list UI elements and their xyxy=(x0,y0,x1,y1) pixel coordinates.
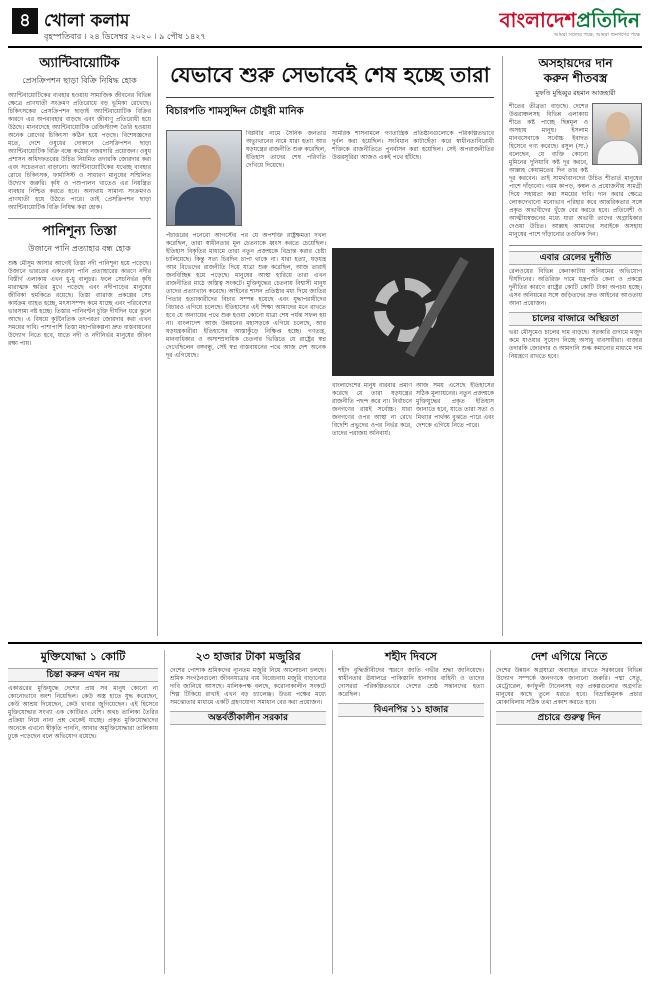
bottom-subhead-3: বিএনপির ১১ হাজার xyxy=(338,703,484,717)
right-column xyxy=(502,56,642,636)
bottom-headline-2: ২৩ হাজার টাকা মজুরির xyxy=(195,650,301,663)
bottom-section xyxy=(8,642,642,978)
bottom-body-2: দেশের পোশাক শ্রমিকদের ন্যূনতম মজুরি নিয়ে আলোচনা চলছে। শ্রমিক সংগঠনগুলো জীবনযাত্রার ব্যয় বিবেচনায় মজুরি বাড়ানোর দাবি জানিয়ে আসছে। মালিকপক্ষ বলছে, করোনাকালীন সংকটে শিল্প টিকিয়ে রাখাই এখন বড় চ্যালেঞ্জ। উভয় পক্ষের মধ্যে সমঝোতার মাধ্যমে একটি গ্রহণযোগ্য সমাধান বের করা প্রয়োজন। xyxy=(170,667,326,706)
lead-article xyxy=(166,56,494,636)
lead-illustration xyxy=(332,248,494,376)
columnist-photo xyxy=(592,103,642,165)
masthead xyxy=(8,4,642,48)
bottom-body-1: একাত্তরের মুক্তিযুদ্ধে দেশের প্রায় সব মানুষ কোনো না কোনোভাবে অংশ নিয়েছিল। কেউ অস্ত্র হাতে যুদ্ধ করেছেন, কেউ আশ্রয় দিয়েছেন, কেউ খাবার জুগিয়েছেন। এই হিসেবে মুক্তিযোদ্ধার সংখ্যা এক কোটিরও বেশি। অথচ তালিকা তৈরির প্রক্রিয়া নিয়ে নানা প্রশ্ন থেকেই যাচ্ছে। প্রকৃত মুক্তিযোদ্ধাদের অনেকে এখনো স্বীকৃতি পাননি, আবার অমুক্তিযোদ্ধারা তালিকায় ঢুকে পড়েছেন বলে অভিযোগ রয়েছে। xyxy=(8,685,158,740)
right-body-rice: ভরা মৌসুমেও চালের দাম বাড়ছে। সরকারি গুদামে মজুদ কমে যাওয়ার সুযোগ নিচ্ছে অসাধু ব্যবসায়ীরা। বাজার তদারকি জোরদার ও আমদানি শুল্ক কমানোর মাধ্যমে দাম নিয়ন্ত্রণে রাখতে হবে। xyxy=(509,329,642,360)
lead-body-col2: সামরিক শাসনামলে গণতান্ত্রিক প্রতিষ্ঠানগুলোকে পরিকল্পিতভাবে দুর্বল করা হয়েছিল। সংবিধান কাটাছেঁড়া করে স্বাধীনতাবিরোধী শক্তিকে রাজনীতিতে পুনর্বাসন করা হয়েছিল। সেই অপরাজনীতির উত্তরসূরিরা আজও একই পথে হাঁটছে। xyxy=(332,130,494,161)
lead-body-col1b: পঁচাত্তরের পনেরো আগস্টের পর যে অপশক্তি রাষ্ট্রক্ষমতা দখল করেছিল, তারা স্বাধীনতার মূল চেতনাকে ধ্বংস করতে চেয়েছিল। ইতিহাস বিকৃতির মাধ্যমে তারা নতুন প্রজন্মকে বিভ্রান্ত করার চেষ্টা চালিয়েছে। কিন্তু সত্য চিরদিন চাপা থাকে না। যারা হত্যা, ষড়যন্ত্র আর বিভেদের রাজনীতি দিয়ে যাত্রা শুরু করেছিল, আজ তারাই জনবিচ্ছিন্ন হয়ে পড়েছে। মানুষের আস্থা হারিয়ে তারা এখন রাজনীতির মাঠে অস্তিত্ব সংকটে। মুক্তিযুদ্ধের চেতনায় বিশ্বাসী মানুষ তাদের প্রত্যাখ্যান করেছে। আইনের শাসন প্রতিষ্ঠার মধ্য দিয়ে জাতির পিতার হত্যাকারীদের বিচার সম্পন্ন হয়েছে এবং যুদ্ধাপরাধীদের বিচারও এগিয়ে চলেছে। ইতিহাসের এই শিক্ষা আমাদের মনে রাখতে হবে যে অন্যায়ের পথে শুরু হওয়া কোনো যাত্রা শেষ পর্যন্ত সফল হয় না। বাংলাদেশ আজ উন্নয়নের মহাসড়কে এগিয়ে চলেছে, আর ষড়যন্ত্রকারীরা ইতিহাসের আস্তাকুঁড়ে নিক্ষিপ্ত হচ্ছে। গণতন্ত্র, মানবাধিকার ও অসাম্প্রদায়িক চেতনার ভিত্তিতে যে রাষ্ট্রের স্বপ্ন দেখেছিলেন বঙ্গবন্ধু, সেই স্বপ্ন বাস্তবায়নের পথে আজ দেশ অনেক দূর এগিয়েছে। xyxy=(166,232,326,359)
brand-logo xyxy=(480,8,640,32)
brand-logo-part2: প্রতিদিন xyxy=(576,8,640,32)
bottom-headline-1: মুক্তিযোদ্ধা ১ কোটি xyxy=(40,650,126,663)
page-number: ৪ xyxy=(12,8,38,34)
lead-author: বিচারপতি শামসুদ্দিন চৌধুরী মানিক xyxy=(166,106,304,117)
section-title: খোলা কলাম xyxy=(44,11,130,31)
divider xyxy=(164,650,165,974)
editorial-subtitle-teesta: উজানে পানি প্রত্যাহার বন্ধ হোক xyxy=(28,244,131,253)
editorial-body-teesta: শুষ্ক মৌসুম আসার আগেই তিস্তা নদী পানিশূন্য হয়ে পড়েছে। উজানে ভারতের একতরফা পানি প্রত্যাহারের কারণে নদীর বিস্তীর্ণ এলাকায় এখন ধু-ধু বালুচর। ফলে সেচনির্ভর কৃষি মারাত্মক ক্ষতির মুখে পড়েছে এবং নদীপাড়ের মানুষের জীবিকা হুমকিতে রয়েছে। তিস্তা ব্যারাজ প্রকল্পের সেচ কার্যক্রম ব্যাহত হচ্ছে, মৎস্যসম্পদ কমে যাচ্ছে এবং পরিবেশের ভারসাম্য নষ্ট হচ্ছে। তিস্তার পানিবণ্টন চুক্তি দীর্ঘদিন ধরে ঝুলে আছে। এ বিষয়ে কূটনৈতিক তৎপরতা জোরদার করা এখন সময়ের দাবি। পাশাপাশি তিস্তা মহাপরিকল্পনা দ্রুত বাস্তবায়নের উদ্যোগ নিতে হবে, যাতে নদী ও নদীনির্ভর মানুষের জীবন রক্ষা পায়। xyxy=(8,260,151,347)
newspaper-brand xyxy=(480,8,640,40)
columnist-photo-head xyxy=(606,112,630,140)
bottom-subhead-1: চিন্তা করুন এখন নয় xyxy=(8,668,158,682)
bottom-column-2 xyxy=(170,650,326,974)
bottom-body-4: দেশের উন্নয়ন অগ্রযাত্রা অব্যাহত রাখতে সরকারের বিভিন্ন উদ্যোগ সম্পর্কে জনগণকে জানানো জরুরি। পদ্মা সেতু, মেট্রোরেল, কর্ণফুলী টানেলসহ বড় প্রকল্পগুলোর অগ্রগতি মানুষের কাছে তুলে ধরতে হবে। বিভ্রান্তিমূলক প্রচার মোকাবিলায় সঠিক তথ্য প্রকাশ করতে হবে। xyxy=(496,667,642,706)
editorial-body-antibiotic: অ্যান্টিবায়োটিকের ব্যবহার হওয়ায় সামাজিক জীবনের বিভিন্ন ক্ষেত্রে প্রাণঘাতী সংক্রমণ প্রতিরোধে বড় ভূমিকা রেখেছে। চিকিৎসকের প্রেসক্রিপশন ছাড়াই অ্যান্টিবায়োটিক বিক্রির কারণে এর অপব্যবহার বাড়ছে এবং জীবাণু প্রতিরোধী হয়ে উঠছে। মানবদেহে অ্যান্টিবায়োটিক রেজিস্ট্যান্স তৈরি হওয়ায় অনেক রোগের চিকিৎসা কঠিন হয়ে পড়ছে। বিশেষজ্ঞদের মতে, দেশে ওষুধের দোকানে প্রেসক্রিপশন ছাড়া অ্যান্টিবায়োটিক বিক্রি বন্ধে কঠোর নজরদারি প্রয়োজন। ওষুধ প্রশাসন অধিদফতরের উচিত নিয়মিত তদারকি জোরদার করা এবং সচেতনতা বাড়ানো। অ্যান্টিবায়োটিকের যথেচ্ছ ব্যবহার রোধে চিকিৎসক, ফার্মাসিস্ট ও সাধারণ মানুষের সম্মিলিত উদ্যোগ জরুরি। কৃষি ও পশুপালন খাতেও এর নিয়ন্ত্রিত ব্যবহার নিশ্চিত করতে হবে। অন্যথায় সামান্য সংক্রমণও প্রাণঘাতী হয়ে উঠতে পারে। তাই প্রেসক্রিপশন ছাড়া অ্যান্টিবায়োটিক বিক্রি নিষিদ্ধ করা হোক। xyxy=(8,92,151,211)
bottom-column-3 xyxy=(338,650,484,974)
brand-logo-part1: বাংলাদেশ xyxy=(499,8,577,32)
lead-body-col1: বিপ্লবীর নামে সৈনিক জনতার অভ্যুত্থানের নামে যারা হত্যা আর ষড়যন্ত্রের রাজনীতি শুরু করেছিল, ইতিহাস তাদের শেষ পরিণতি দেখিয়ে দিয়েছে। xyxy=(246,130,326,169)
lead-body-col3: বাংলাদেশের মানুষ বারবার প্রমাণ করেছে যে তারা ষড়যন্ত্রের রাজনীতি পছন্দ করে না। নির্বাচনে জনগণের রায়ই সর্বোচ্চ। যারা জনগণের ওপর আস্থা না রেখে বিদেশি প্রভুদের ওপর নির্ভর করে, তাদের পরাজয় অনিবার্য। xyxy=(332,382,412,437)
divider xyxy=(490,650,491,974)
bottom-body-3: শহীদ বুদ্ধিজীবীদের স্মরণে জাতি গভীর শ্রদ্ধা জানিয়েছে। স্বাধীনতার ঊষালগ্নে পাকিস্তানি হানাদার বাহিনী ও তাদের দোসররা পরিকল্পিতভাবে দেশের শ্রেষ্ঠ সন্তানদের হত্যা করেছিল। xyxy=(338,667,484,698)
bottom-headline-3: শহীদ দিবসে xyxy=(385,650,437,663)
right-author: মুফতি মুহিব্বুর রহমান আজহারী xyxy=(535,89,616,97)
bottom-headline-4: দেশ এগিয়ে নিতে xyxy=(530,650,608,663)
lead-body-col4: আজ সময় এসেছে ইতিহাসের সঠিক মূল্যায়নের। নতুন প্রজন্মকে মুক্তিযুদ্ধের প্রকৃত ইতিহাস জানাতে হবে, যাতে তারা সত্য ও মিথ্যার পার্থক্য বুঝতে পারে এবং দেশকে এগিয়ে নিতে পারে। xyxy=(416,382,494,429)
editorial-column xyxy=(8,56,158,636)
right-body-rail: রেলওয়ের বিভিন্ন কেনাকাটায় অনিয়মের অভিযোগ দীর্ঘদিনের। অতিরিক্ত দামে যন্ত্রপাতি কেনা ও প্রকল্পে দুর্নীতির কারণে রাষ্ট্রের কোটি কোটি টাকা অপচয় হচ্ছে। এসব অনিয়মের সঙ্গে জড়িতদের দ্রুত আইনের আওতায় আনা প্রয়োজন। xyxy=(509,268,642,307)
bottom-column-4 xyxy=(496,650,642,974)
right-body: শীতের তীব্রতা বাড়ছে। দেশের উত্তরাঞ্চলসহ বিভিন্ন এলাকায় শীতে কষ্ট পাচ্ছে ছিন্নমূল ও অসহায় মানুষ। ইসলাম মানবসেবাকে সর্বোচ্চ ইবাদত হিসেবে গণ্য করেছে। রসুল (সা.) বলেছেন, যে ব্যক্তি কোনো মুমিনের দুনিয়াবি কষ্ট দূর করবে, আল্লাহ কেয়ামতের দিন তার কষ্ট দূর করবেন। তাই সামর্থ্যবানদের উচিত শীতার্ত মানুষের পাশে দাঁড়ানো। গরম কাপড়, কম্বল ও প্রয়োজনীয় সামগ্রী দিয়ে সহায়তা করা সময়ের দাবি। দান করার ক্ষেত্রে লোকদেখানো মনোভাব পরিহার করে আন্তরিকতার সঙ্গে প্রকৃত অভাবীদের খুঁজে বের করতে হবে। প্রতিবেশী ও আত্মীয়স্বজনের মধ্যে যারা অভাবী তাদের অগ্রাধিকার দেওয়া উচিত। আল্লাহ আমাদের সবাইকে অসহায় মানুষের পাশে দাঁড়ানোর তওফিক দিন। xyxy=(509,103,642,238)
bottom-column-1 xyxy=(8,650,158,974)
dateline: বৃহস্পতিবার । ২৪ ডিসেম্বর ২০২০ । ৯ পৌষ ১৪২৭ xyxy=(44,32,206,41)
divider xyxy=(8,218,151,219)
bottom-subhead-4: প্রচারে গুরুত্ব দিন xyxy=(496,711,642,725)
lead-body xyxy=(166,130,494,636)
right-subhead-rice: চালের বাজারে অস্থিরতা xyxy=(509,312,642,326)
brand-tagline: আমরা সত্যের পক্ষে, আমরা জনগণের পক্ষে xyxy=(554,32,640,38)
editorial-subtitle-antibiotic: প্রেসক্রিপশন ছাড়া বিক্রি নিষিদ্ধ হোক xyxy=(22,76,137,85)
bottom-subhead-2: অন্তর্বর্তীকালীন সরকার xyxy=(170,711,326,725)
columnist-photo-body xyxy=(597,140,639,165)
editorial-title-antibiotic: অ্যান্টিবায়োটিক xyxy=(39,56,120,71)
right-title-line2: করুন শীতবস্ত্র xyxy=(543,71,608,85)
right-subhead-rail: এবার রেলের দুর্নীতি xyxy=(509,251,642,265)
lead-headline: যেভাবে শুরু সেভাবেই শেষ হচ্ছে তারা xyxy=(166,56,494,98)
divider xyxy=(509,245,642,246)
editorial-title-teesta: পানিশূন্য তিস্তা xyxy=(42,224,117,239)
right-title-line1: অসহায়দের দান xyxy=(538,56,613,70)
divider xyxy=(332,650,333,974)
